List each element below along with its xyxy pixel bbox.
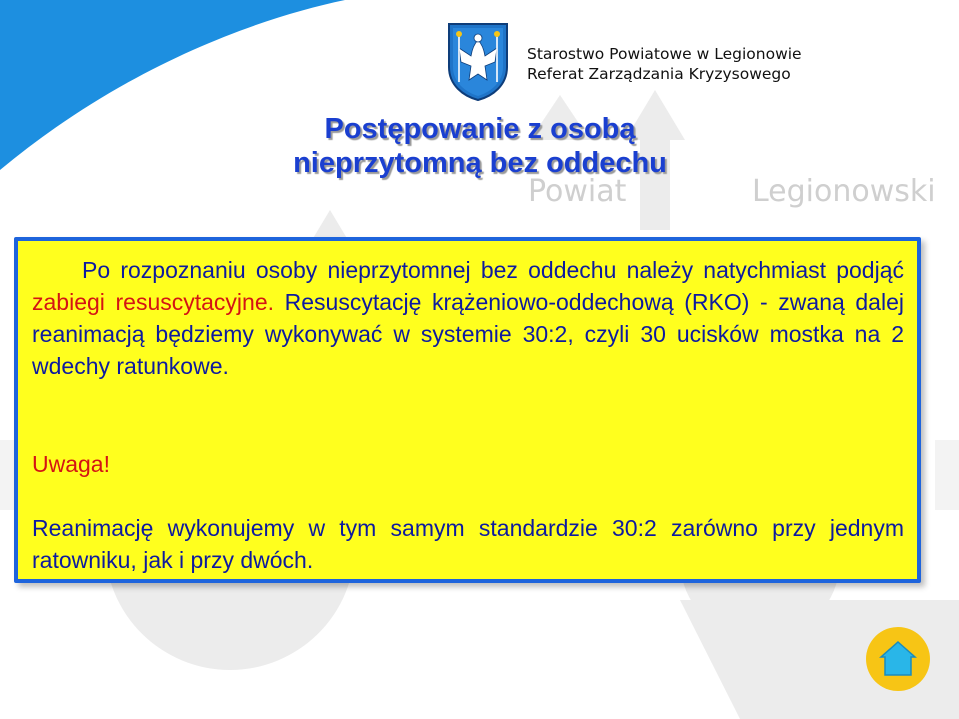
page-title	[260, 112, 700, 180]
coat-of-arms-icon	[447, 22, 509, 102]
content-box	[14, 237, 921, 583]
warning-label: Uwaga!	[32, 451, 110, 477]
organization-header	[527, 44, 802, 84]
organization-name: Starostwo Powiatowe w Legionowie	[527, 45, 802, 63]
instruction-text-start: Po rozpoznaniu osoby nieprzytomnej bez oddechu należy natychmiast podjąć	[82, 257, 904, 283]
watermark-strip-right	[935, 440, 959, 510]
highlight-text: zabiegi resuscytacyjne.	[32, 289, 275, 315]
home-button[interactable]	[866, 627, 930, 691]
watermark-strip	[0, 440, 14, 510]
note-paragraph: Reanimację wykonujemy w tym samym standardzie 30:2 zarówno przy jednym ratowniku, jak i przy dwóch.	[32, 515, 904, 573]
title-line-1: Postępowanie z osobą	[324, 113, 636, 145]
home-icon	[878, 639, 918, 679]
instruction-paragraph	[32, 254, 904, 382]
title-line-2: nieprzytomną bez oddechu	[293, 147, 667, 179]
watermark-text-legionowski: Legionowski	[752, 174, 936, 209]
instruction-text-end: Resuscytację krążeniowo-oddechową (RKO) - zwaną dalej reanimacją będziemy wykonywać w systemie 30:2, czyli 30 ucisków mostka na 2 wdechy ratunkowe.	[32, 289, 904, 379]
department-name: Referat Zarządzania Kryzysowego	[527, 65, 791, 83]
watermark-text-powiat: Powiat	[528, 174, 627, 209]
